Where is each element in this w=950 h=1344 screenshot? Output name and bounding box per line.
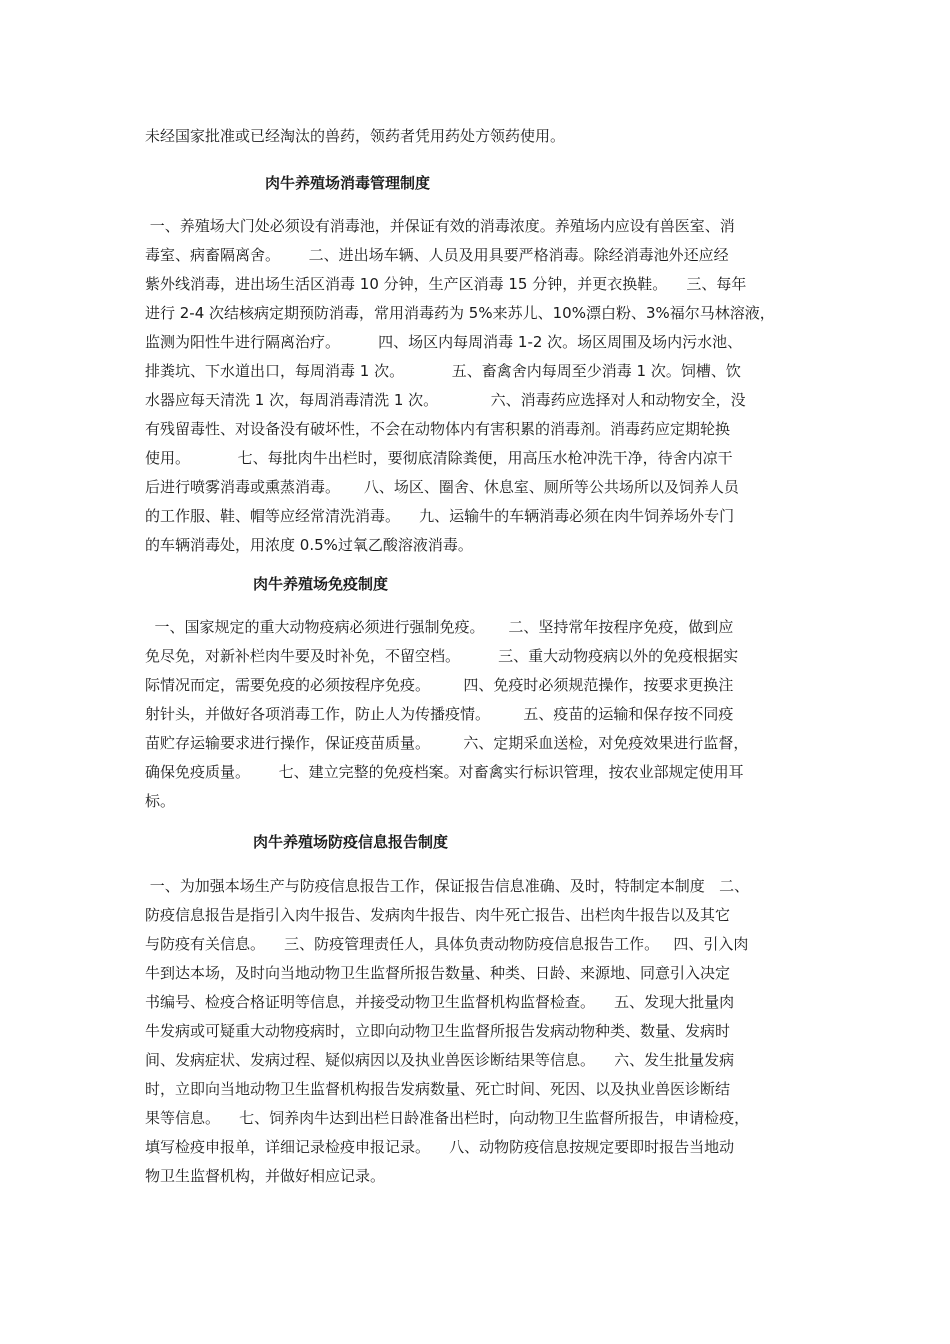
paragraph-line: 毒室、病畜隔离舍。 二、进出场车辆、人员及用具要严格消毒。除经消毒池外还应经: [145, 246, 729, 264]
paragraph-line: 间、发病症状、发病过程、疑似病因以及执业兽医诊断结果等信息。 六、发生批量发病: [145, 1051, 735, 1069]
section-title-immunization: 肉牛养殖场免疫制度: [253, 575, 389, 593]
paragraph-line: 标。: [145, 792, 176, 810]
paragraph-line: 牛到达本场，及时向当地动物卫生监督所报告数量、种类、日龄、来源地、同意引入决定: [145, 964, 731, 982]
paragraph-line: 一、养殖场大门处必须设有消毒池，并保证有效的消毒浓度。养殖场内应设有兽医室、消: [145, 217, 735, 235]
paragraph-line: 的车辆消毒处，用浓度 0.5%过氧乙酸溶液消毒。: [145, 536, 473, 554]
section-title-disinfection: 肉牛养殖场消毒管理制度: [265, 174, 431, 192]
paragraph-line: 确保免疫质量。 七、建立完整的免疫档案。对畜禽实行标识管理，按农业部规定使用耳: [145, 763, 744, 781]
paragraph-line: 后进行喷雾消毒或熏蒸消毒。 八、场区、圈舍、休息室、厕所等公共场所以及饲养人员: [145, 478, 739, 496]
paragraph-line: 使用。 七、每批肉牛出栏时，要彻底清除粪便，用高压水枪冲洗干净，待舍内凉干: [145, 449, 733, 467]
section-body-immunization: [145, 613, 815, 816]
paragraph-line: 书编号、检疫合格证明等信息，并接受动物卫生监督机构监督检查。 五、发现大批量肉: [145, 993, 735, 1011]
paragraph-line: 免尽免，对新补栏肉牛要及时补免，不留空档。 三、重大动物疫病以外的免疫根据实: [145, 647, 739, 665]
paragraph-line: 一、为加强本场生产与防疫信息报告工作，保证报告信息准确、及时，特制定本制度 二、: [145, 877, 750, 895]
paragraph-line: 一、国家规定的重大动物疫病必须进行强制免疫。 二、坚持常年按程序免疫，做到应: [145, 618, 734, 636]
paragraph-line: 水器应每天清洗 1 次，每周消毒清洗 1 次。 六、消毒药应选择对人和动物安全，没: [145, 391, 746, 409]
paragraph-line: 排粪坑、下水道出口，每周消毒 1 次。 五、畜禽舍内每周至少消毒 1 次。饲槽、饮: [145, 362, 741, 380]
section-title-epidemic-report: 肉牛养殖场防疫信息报告制度: [253, 833, 449, 851]
paragraph-line: 紫外线消毒，进出场生活区消毒 10 分钟，生产区消毒 15 分钟，并更衣换鞋。 三、每年: [145, 275, 747, 293]
paragraph-line: 与防疫有关信息。 三、防疫管理责任人，具体负责动物防疫信息报告工作。 四、引入肉: [145, 935, 749, 953]
paragraph-line: 防疫信息报告是指引入肉牛报告、发病肉牛报告、肉牛死亡报告、出栏肉牛报告以及其它: [145, 906, 731, 924]
paragraph-line: 填写检疫申报单，详细记录检疫申报记录。 八、动物防疫信息按规定要即时报告当地动: [145, 1138, 735, 1156]
paragraph-line: 时，立即向当地动物卫生监督机构报告发病数量、死亡时间、死因、以及执业兽医诊断结: [145, 1080, 731, 1098]
paragraph-line: 射针头，并做好各项消毒工作，防止人为传播疫情。 五、疫苗的运输和保存按不同疫: [145, 705, 734, 723]
paragraph-line: 果等信息。 七、饲养肉牛达到出栏日龄准备出栏时，向动物卫生监督所报告，申请检疫，: [145, 1109, 750, 1127]
paragraph-line: 进行 2-4 次结核病定期预防消毒，常用消毒药为 5%来苏儿、10%漂白粉、3%福尔马林溶液，: [145, 304, 775, 322]
paragraph-line: 际情况而定，需要免疫的必须按程序免疫。 四、免疫时必须规范操作，按要求更换注: [145, 676, 734, 694]
paragraph-line: 的工作服、鞋、帽等应经常清洗消毒。 九、运输牛的车辆消毒必须在肉牛饲养场外专门: [145, 507, 735, 525]
paragraph-line: 物卫生监督机构，并做好相应记录。: [145, 1167, 386, 1185]
intro-line: 未经国家批准或已经淘汰的兽药，领药者凭用药处方领药使用。: [145, 127, 566, 145]
paragraph-line: 有残留毒性、对设备没有破坏性，不会在动物体内有害积累的消毒剂。消毒药应定期轮换: [145, 420, 731, 438]
section-body-disinfection: [145, 212, 815, 560]
paragraph-line: 监测为阳性牛进行隔离治疗。 四、场区内每周消毒 1-2 次。场区周围及场内污水池、: [145, 333, 743, 351]
paragraph-line: 苗贮存运输要求进行操作，保证疫苗质量。 六、定期采血送检，对免疫效果进行监督，: [145, 734, 749, 752]
paragraph-line: 牛发病或可疑重大动物疫病时，立即向动物卫生监督所报告发病动物种类、数量、发病时: [145, 1022, 731, 1040]
section-body-epidemic-report: [145, 872, 815, 1191]
